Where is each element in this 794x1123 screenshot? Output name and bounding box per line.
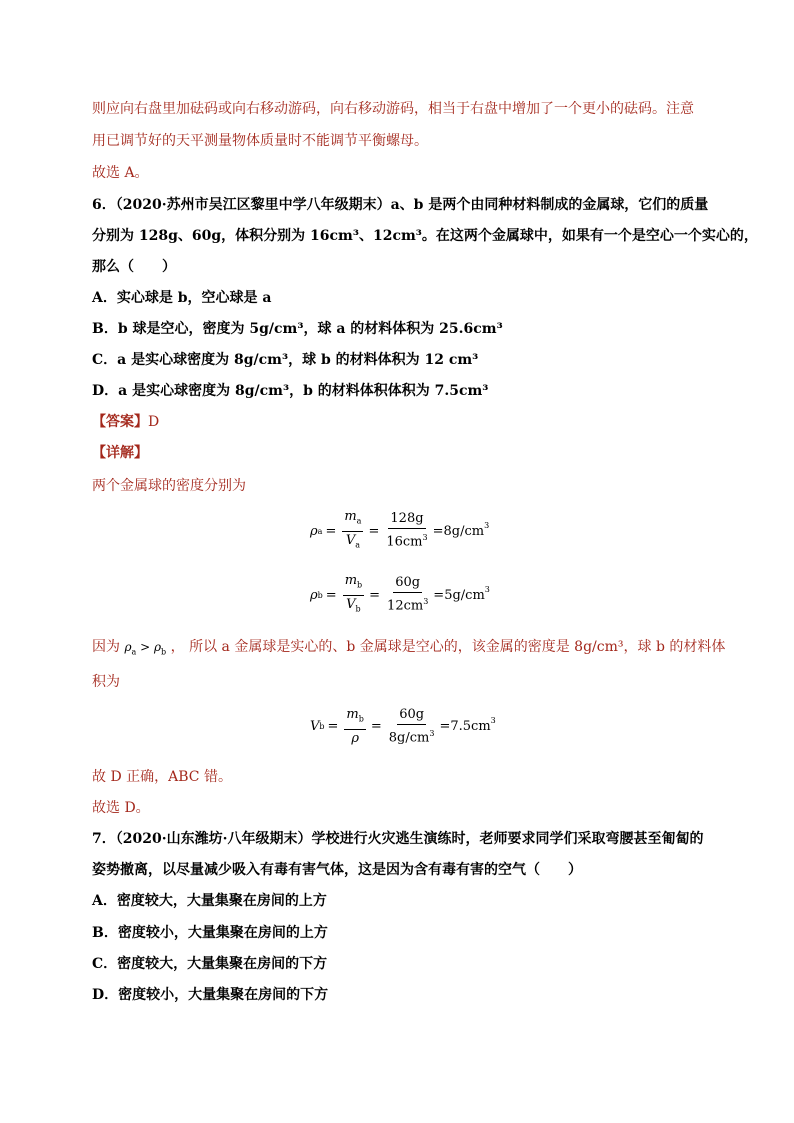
q7-stem-line-2: 姿势撤离，以尽量减少吸入有毒有害气体，这是因为含有毒有害的空气（ ） [92,862,582,878]
fraction-m-over-v-a: $\frac{m_a}{V_a}$ [344,509,362,550]
q7-option-a: A．密度较大，大量集聚在房间的上方 [92,893,327,909]
q6-explain-1: 两个金属球的密度分别为 [92,478,246,494]
intro-line-1: 则应向右盘里加砝码或向右移动游码，向右移动游码，相当于右盘中增加了一个更小的砝码。注意 [92,101,694,117]
q6-stem-line-3: 那么（ ） [92,259,176,275]
answer-value: D [148,414,160,430]
q6-option-b: B．b 球是空心，密度为 5g/cm³，球 a 的材料体积为 25.6cm³ [92,321,503,337]
q6-option-c: C．a 是实心球密度为 8g/cm³，球 b 的材料体积为 12 cm³ [92,352,479,368]
q6-detail-tag: 【详解】 [92,445,148,461]
q6-option-d: D．a 是实心球密度为 8g/cm³，b 的材料体积体积为 7.5cm³ [92,383,489,399]
fraction-values-volume: $\frac{60g}{8g/cm^3}$ [388,707,435,746]
q6-stem-line-2: 分别为 128g、60g，体积分别为 16cm³、12cm³。在这两个金属球中，如果有一个是空心一个实心的， [92,228,758,244]
q7-option-b: B．密度较小，大量集聚在房间的上方 [92,925,328,941]
q7-stem-line-1: 7．（2020·山东潍坊·八年级期末）学校进行火灾逃生演练时，老师要求同学们采取弯腰甚至匍匐的 [92,831,704,847]
intro-line-3: 故选 A。 [92,165,149,181]
density-equation-b: ρ b = $\frac{m_b}{V_b}$ = $\frac{60g}{12cm^3}$ =5g/cm $^3$ [310,574,490,616]
volume-equation-b: V b = $\frac{m_b}{\rho}$ = $\frac{60g}{8g/cm^3}$ =7.5cm $^3$ [310,707,496,746]
q6-option-a: A．实心球是 b，空心球是 a [92,290,272,306]
answer-tag: 【答案】 [92,414,148,430]
q6-stem-line-1: 6．（2020·苏州市吴江区黎里中学八年级期末）a、b 是两个由同种材料制成的金属球，它们的质量 [92,197,709,213]
q6-answer [92,413,159,431]
intro-line-2: 用已调节好的天平测量物体质量时不能调节平衡螺母。 [92,133,428,149]
fraction-m-over-v-b: $\frac{m_b}{V_b}$ [344,573,363,614]
fraction-m-over-rho: $\frac{m_b}{\rho}$ [346,707,364,746]
fraction-values-b: $\frac{60g}{12cm^3}$ [387,575,429,614]
q7-option-d: D．密度较小，大量集聚在房间的下方 [92,987,329,1003]
q6-explain-3: 积为 [92,674,120,690]
q6-conclude-2: 故选 D。 [92,800,150,816]
q6-explain-2: 因为 $\rho_a > \rho_b$ ， 所以 a 金属球是实心的、b 金属球是空心的，该金属的密度是 8g/cm³，球 b 的材料体 [92,639,726,657]
q7-option-c: C．密度较大，大量集聚在房间的下方 [92,956,328,972]
fraction-values-a: $\frac{128g}{16cm^3}$ [386,511,428,550]
density-equation-a: ρ a = $\frac{m_a}{V_a}$ = $\frac{128g}{16cm^3}$ =8g/cm $^3$ [310,510,489,552]
q6-conclude-1: 故 D 正确，ABC 错。 [92,769,232,785]
